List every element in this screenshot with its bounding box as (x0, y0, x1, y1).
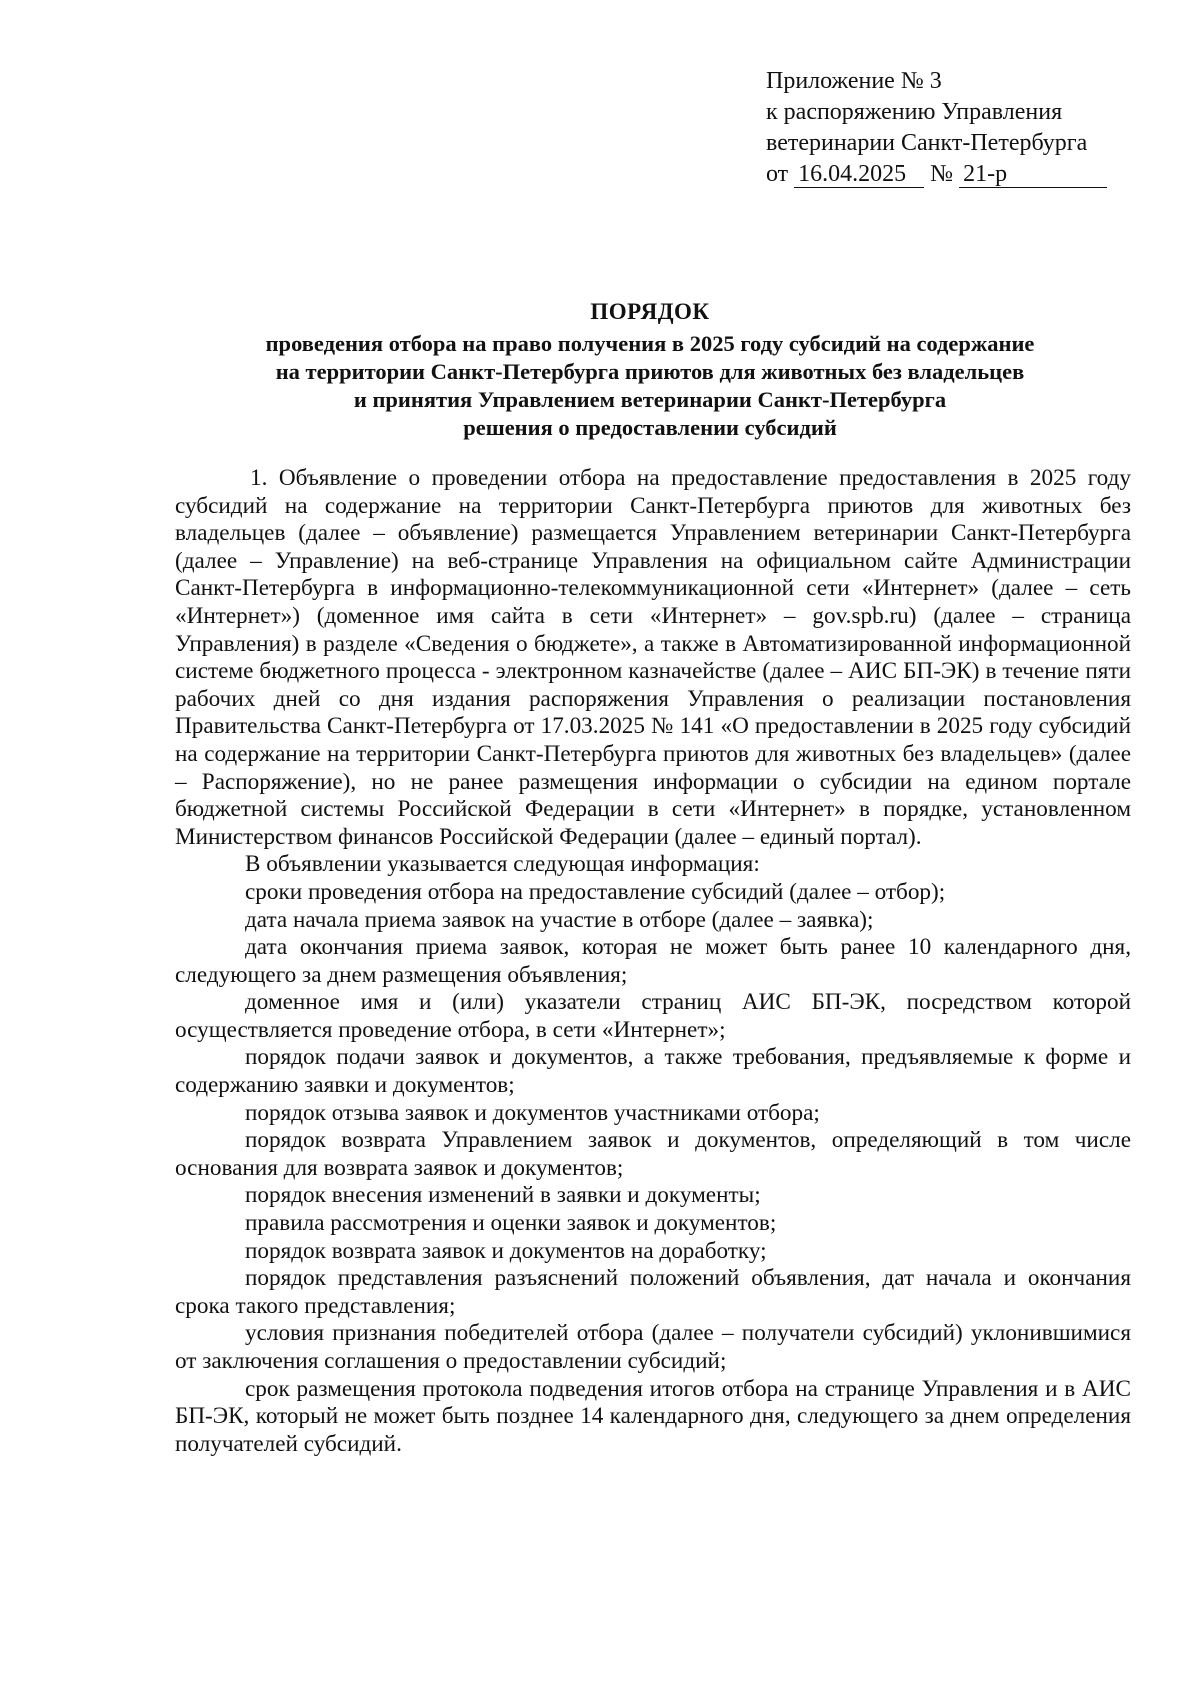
list-item: сроки проведения отбора на предоставление субсидий (далее – отбор); (245, 878, 946, 905)
attachment-date: 16.04.2025 (794, 161, 924, 188)
list-item: дата начала приема заявок на участие в отборе (далее – заявка); (245, 906, 874, 933)
attachment-line-1: Приложение № 3 (766, 68, 942, 94)
list-item: порядок внесения изменений в заявки и документы; (245, 1182, 761, 1209)
list-item: доменное имя и (или) указатели страниц АИС БП-ЭК, посредством которой осуществляется проведение отбора, в сети «Интернет»; (175, 989, 1131, 1043)
number-prefix: № (930, 161, 954, 187)
list-item: порядок возврата Управлением заявок и документов, определяющий в том числе основания для возврата заявок и документов; (175, 1127, 1131, 1181)
title-line-1: проведения отбора на право получения в 2025 году субсидий на содержание (265, 331, 1035, 356)
attachment-line-3: ветеринарии Санкт-Петербурга (766, 130, 1088, 156)
list-item: порядок подачи заявок и документов, а также требования, предъявляемые к форме и содержанию заявки и документов; (175, 1044, 1131, 1099)
list-item: порядок возврата заявок и документов на доработку; (245, 1237, 767, 1264)
paragraph-1: 1. Объявление о проведении отбора на предоставление предоставления в 2025 году субсидий на содержание на территории Санкт-Петербурга приютов для животных без владельцев (далее – объявление) размещается Управлением ветеринарии Санкт-Петербурга (далее – Управление) на веб-странице Управления на официальном сайте Администрации Санкт-Петербурга в информационно-телекоммуникационной сети «Интернет» (далее – сеть «Интернет») (доменное имя сайта в сети «Интернет» – gov.spb.ru) (далее – страница Управления) в разделе «Сведения о бюджете», а также в Автоматизированной информационной системе бюджетного процесса - электронном казначействе (далее – АИС БП-ЭК) в течение пяти рабочих дней со дня издания распоряжения Управления о реализации постановления Правительства Санкт-Петербурга от 17.03.2025 № 141 «О предоставлении в 2025 году субсидий на содержание на территории Санкт-Петербурга приютов для животных без владельцев» (далее – Распоряжение), но не ранее размещения информации о субсидии на едином портале бюджетной системы Российской Федерации в сети «Интернет» в порядке, установленном Министерством финансов Российской Федерации (далее – единый портал). (175, 465, 1131, 850)
attachment-header (766, 66, 1126, 190)
list-item: правила рассмотрения и оценки заявок и документов; (245, 1210, 777, 1237)
list-item: условия признания победителей отбора (далее – получатели субсидий) уклонившимися от заключения соглашения о предоставлении субсидий; (175, 1320, 1131, 1374)
title-line-2: на территории Санкт-Петербурга приютов для животных без владельцев (275, 359, 1025, 384)
attachment-date-line (766, 159, 1126, 190)
attachment-number: 21-р (959, 161, 1107, 188)
document-body (175, 465, 1131, 1458)
paragraph-info-intro: В объявлении указывается следующая информация: (245, 851, 760, 878)
list-item: срок размещения протокола подведения итогов отбора на странице Управления и в АИС БП-ЭК, который не может быть позднее 14 календарного дня, следующего за днем определения получателей субсидий. (175, 1375, 1131, 1457)
attachment-line-2: к распоряжению Управления (766, 99, 1063, 125)
list-item: порядок отзыва заявок и документов участниками отбора; (245, 1099, 820, 1126)
date-prefix: от (766, 161, 789, 187)
title-line-3: и принятия Управлением ветеринарии Санкт-Петербурга (353, 387, 947, 412)
list-item: порядок представления разъяснений положений объявления, дат начала и окончания срока такого представления; (175, 1265, 1131, 1319)
title-line-4: решения о предоставлении субсидий (463, 415, 837, 440)
document-heading: ПОРЯДОК (590, 299, 710, 324)
list-item: дата окончания приема заявок, которая не может быть ранее 10 календарного дня, следующего за днем размещения объявления; (175, 934, 1131, 988)
document-title-block (160, 298, 1140, 442)
